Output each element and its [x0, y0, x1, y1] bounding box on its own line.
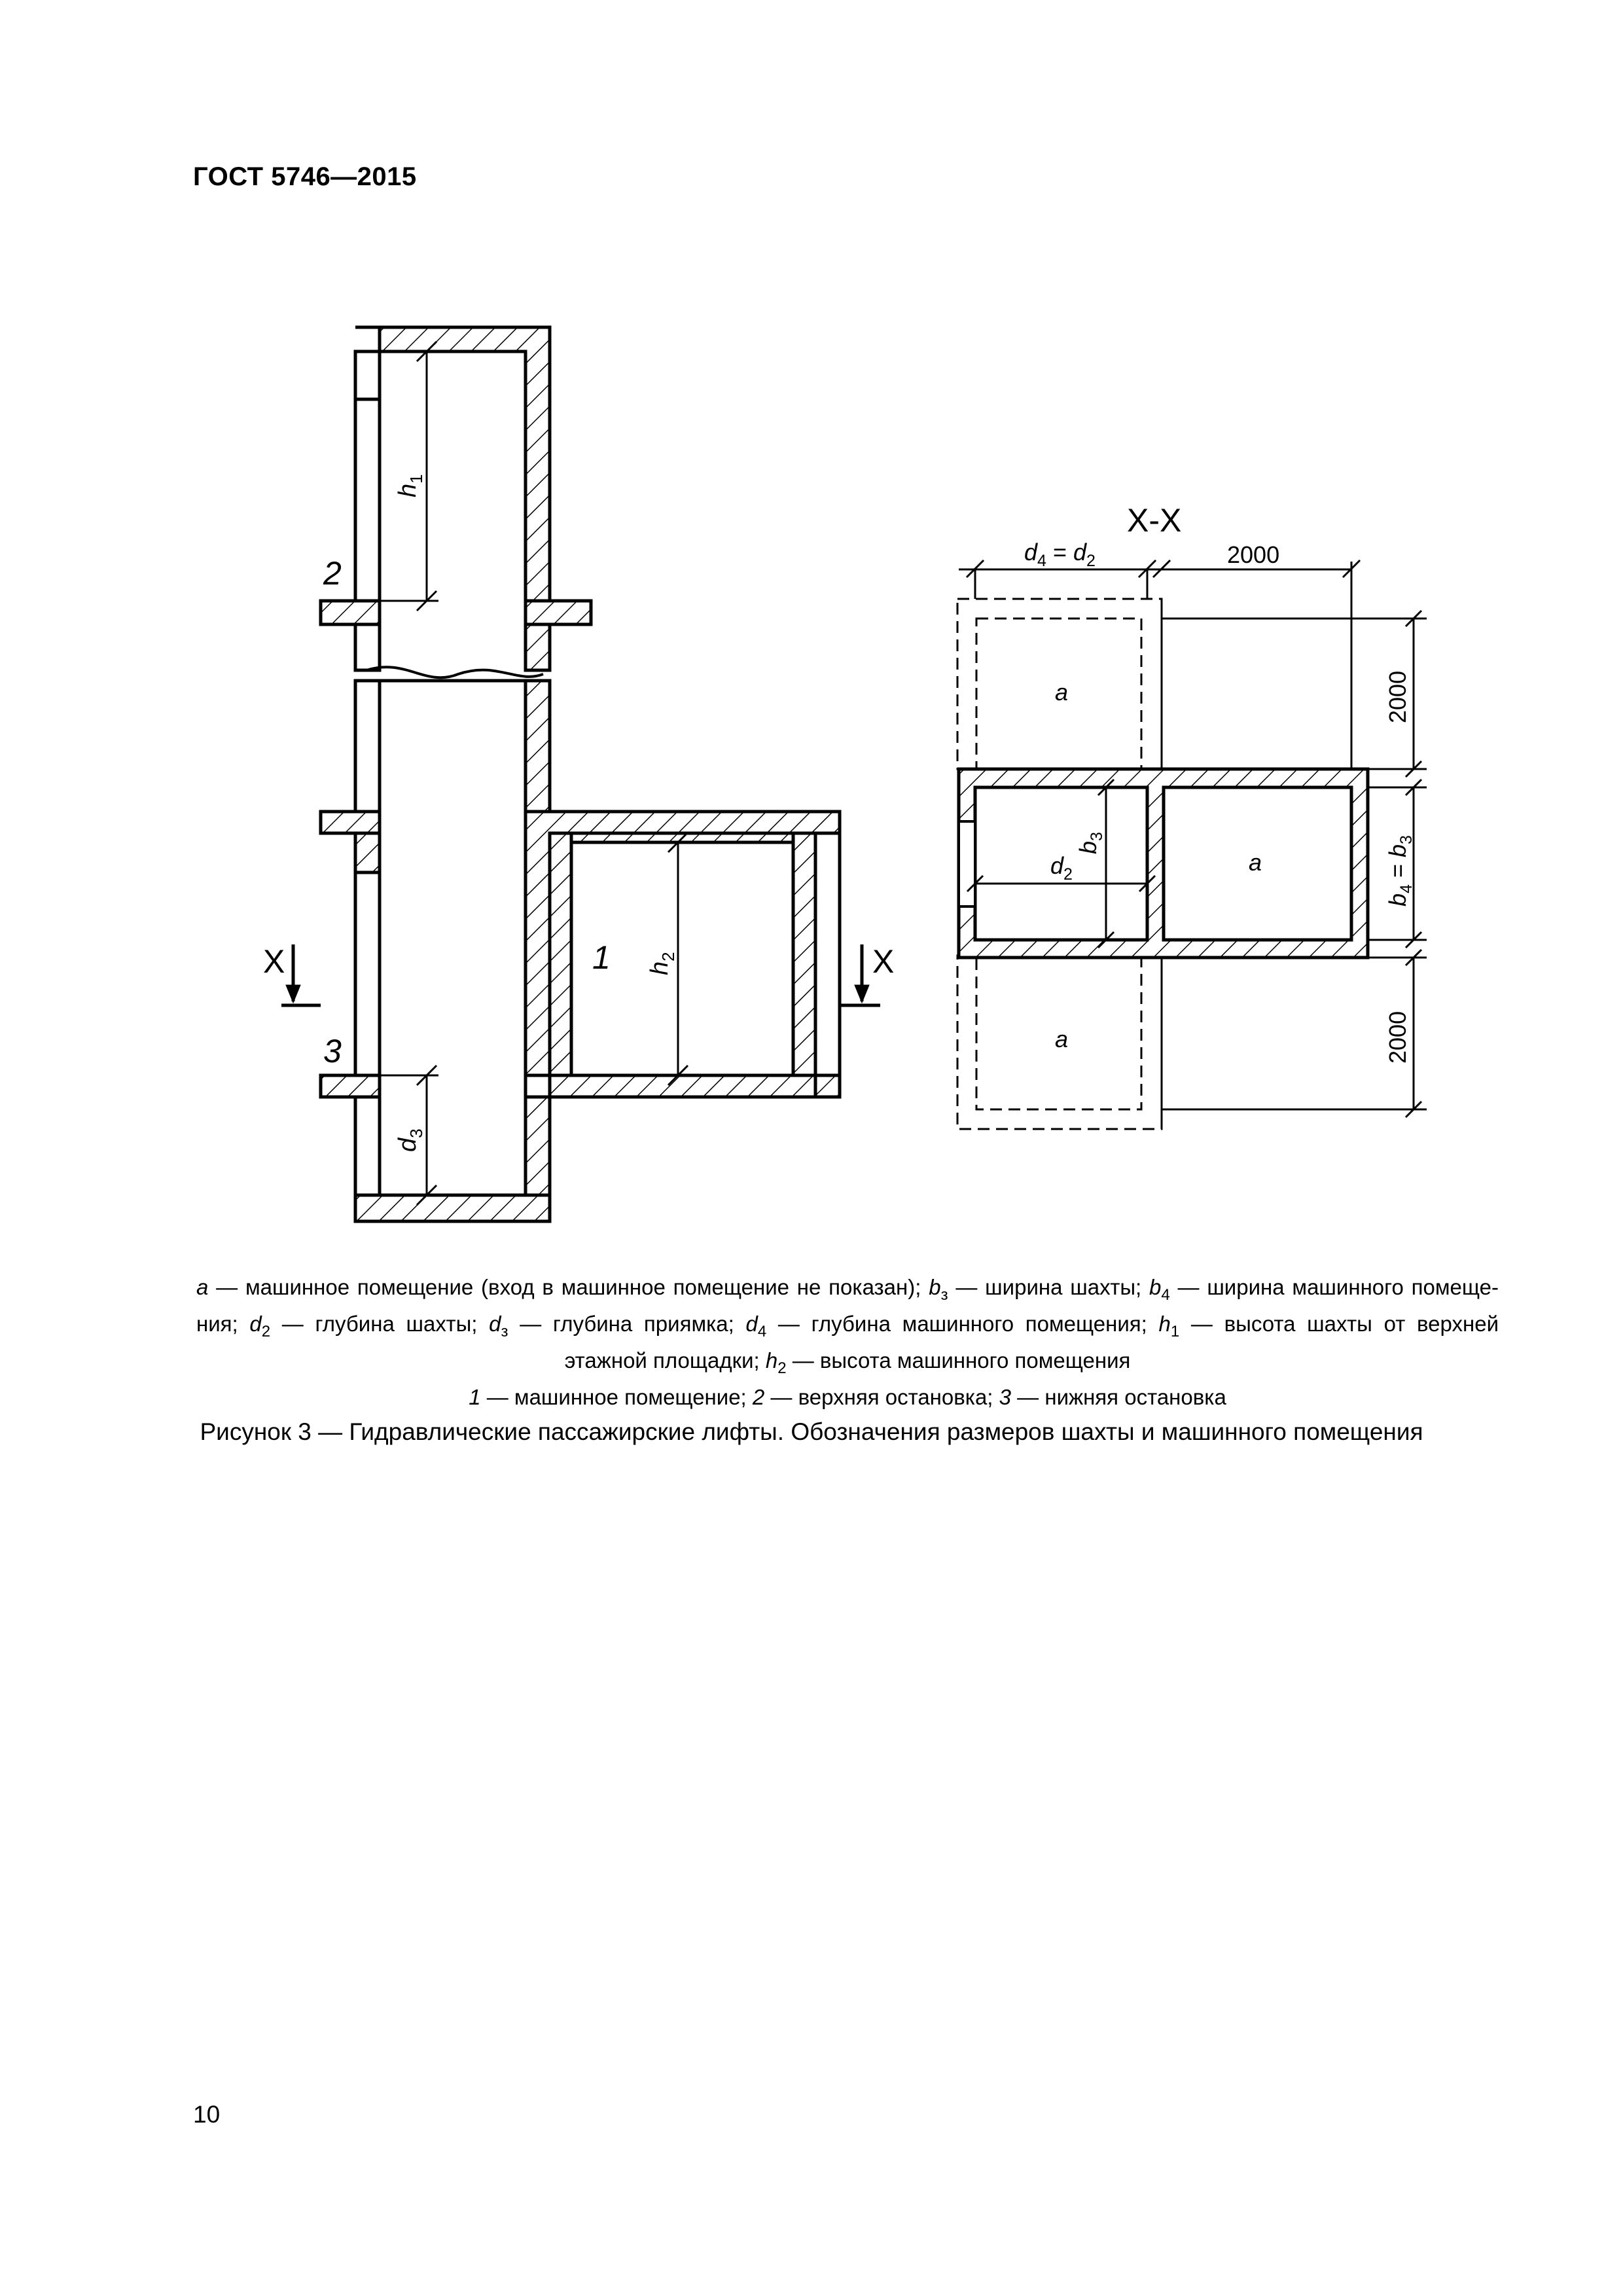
floor-slab-middle	[321, 812, 380, 833]
callout-3: 3	[323, 1033, 342, 1069]
dim-2000-top: 2000	[1227, 541, 1280, 568]
legend-line-1: a — машинное помещение (вход в машинное помещение не показан); $b_з$ — ширина шахты; $b_4$ — ширина машинного помеще-	[196, 1275, 1499, 1304]
svg-text:h1: $h_1$	[394, 474, 426, 497]
figure-caption: Рисунок 3 — Гидравлические пассажирские лифты. Обозначения размеров шахты и машинного помещения	[200, 1418, 1423, 1445]
dim-2000-right-lower	[1384, 1011, 1411, 1064]
section-plan	[957, 599, 1368, 1129]
legend-line-4: 1 — машинное помещение; 2 — верхняя остановка; 3 — нижняя остановка	[469, 1385, 1226, 1409]
dim-b4-eq-b3	[1384, 835, 1416, 906]
dim-2000-right-upper	[1384, 671, 1411, 723]
svg-text:b3: $b_3$	[1075, 832, 1106, 854]
svg-text:b4 = b3: $b_4 = b_3$	[1384, 835, 1416, 906]
floor-slab-upper	[321, 601, 380, 624]
label-h1	[394, 474, 426, 497]
room-a-bottom: a	[1055, 1026, 1069, 1052]
room-a-top: a	[1055, 679, 1069, 706]
elevation-view	[321, 327, 840, 1221]
break-line	[366, 667, 543, 677]
svg-text:2000: 2000	[1384, 670, 1411, 723]
shaft-pit	[355, 1195, 550, 1221]
cut-label-right: X	[872, 943, 895, 980]
page-number: 10	[193, 2101, 221, 2128]
dim-d4-eq-d2: $d_4 = d_2$	[1024, 539, 1096, 570]
room-a-right: a	[1249, 849, 1262, 876]
svg-text:d3: $d_3$	[394, 1128, 426, 1152]
svg-text:h2: $h_2$	[646, 952, 678, 975]
label-d2: $d_2$	[1050, 852, 1073, 884]
shaft-top-wall	[355, 327, 550, 601]
legend-line-3: этажной площадки; $h_2$ — высота машинного помещения	[564, 1348, 1131, 1377]
callout-2: 2	[323, 555, 342, 592]
legend-line-2: ния; $d_2$ — глубина шахты; $d_з$ — глубина приямка; $d_4$ — глубина машинного помещения; $h_1$ — высота шахты от верхней	[196, 1312, 1499, 1340]
section-title: X-X	[1127, 502, 1182, 539]
shaft-left-wall-upper	[355, 351, 380, 399]
figure-legend	[196, 1273, 1499, 1412]
callout-1: 1	[592, 939, 611, 976]
cut-label-left: X	[263, 943, 285, 980]
svg-text:2000: 2000	[1384, 1011, 1411, 1064]
document-header: ГОСТ 5746—2015	[193, 162, 417, 191]
floor-slab-lower	[321, 1075, 380, 1097]
